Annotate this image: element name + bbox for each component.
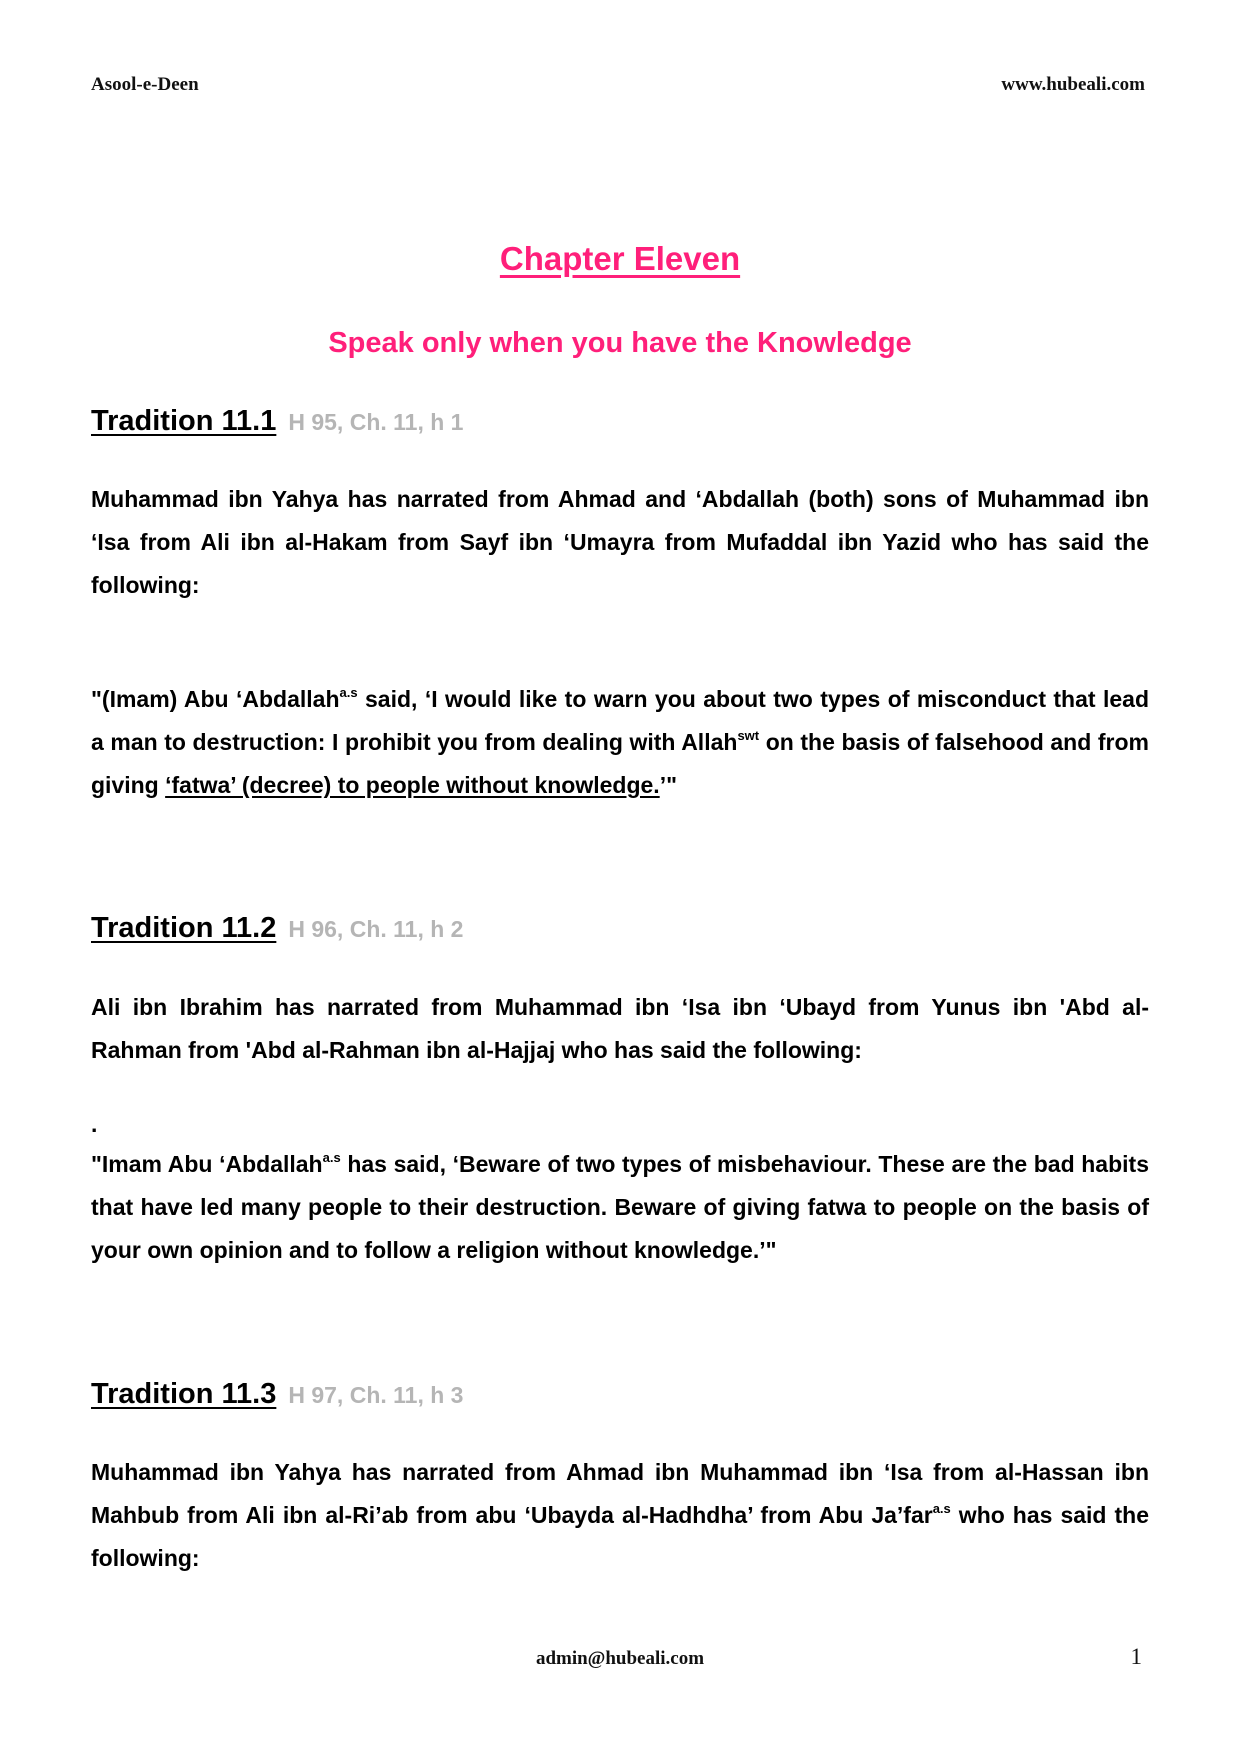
header-website: www.hubeali.com <box>1001 74 1145 95</box>
separator-dot: . <box>91 1111 98 1137</box>
tradition-isnad: Muhammad ibn Yahya has narrated from Ahmad and ‘Abdallah (both) sons of Muhammad ibn ‘Isa from Ali ibn al-Hakam from Sayf ibn ‘Umayra from Mufaddal ibn Yazid who has said the following: <box>91 486 1149 598</box>
tradition-heading <box>91 1378 463 1411</box>
underlined-quote-text: ‘fatwa’ (decree) to people without knowledge. <box>165 772 660 798</box>
quote-text: ’" <box>659 772 677 798</box>
tradition-isnad: Ali ibn Ibrahim has narrated from Muhammad ibn ‘Isa ibn ‘Ubayd from Yunus ibn 'Abd al-Rahman from 'Abd al-Rahman ibn al-Hajjaj who has said the following: <box>91 994 1149 1063</box>
tradition-name: Tradition 11.3 <box>91 1378 277 1410</box>
isnad-text: Muhammad ibn Yahya has narrated from Ahmad ibn Muhammad ibn ‘Isa from al-Hassan ibn Mahbub from Ali ibn al-Ri’ab from abu ‘Ubayda al-Hadhdha’ from Abu Ja’far <box>91 1459 1149 1528</box>
honorific-superscript: swt <box>737 728 760 743</box>
tradition-reference: H 95, Ch. 11, h 1 <box>288 409 464 435</box>
tradition-quote <box>91 678 1149 807</box>
honorific-superscript: a.s <box>339 685 358 700</box>
page-number: 1 <box>1130 1644 1142 1669</box>
tradition-reference: H 96, Ch. 11, h 2 <box>288 916 464 942</box>
quote-text: "(Imam) Abu ‘Abdallah <box>91 686 340 712</box>
tradition-name: Tradition 11.2 <box>91 912 277 944</box>
honorific-superscript: a.s <box>322 1150 341 1165</box>
quote-text: said, ‘I would like to warn you about two types of misconduct that lead a man to destruction: I prohibit you from dealing with Allah <box>91 686 1149 755</box>
tradition-reference: H 97, Ch. 11, h 3 <box>288 1382 464 1408</box>
chapter-title-text: Chapter Eleven <box>499 240 741 277</box>
tradition-heading <box>91 912 463 945</box>
quote-text: on the basis of falsehood and from giving <box>91 729 1149 798</box>
quote-text: "Imam Abu ‘Abdallah <box>91 1151 323 1177</box>
tradition-isnad <box>91 1451 1149 1580</box>
isnad-text: who has said the following: <box>91 1502 1149 1571</box>
quote-text: has said, ‘Beware of two types of misbehaviour. These are the bad habits that have led many people to their destruction. Beware of giving fatwa to people on the basis of your own opinion and to follow a religion without knowledge.’" <box>91 1151 1149 1263</box>
header-book-title: Asool-e-Deen <box>91 74 199 95</box>
chapter-subtitle: Speak only when you have the Knowledge <box>328 327 912 359</box>
honorific-superscript: a.s <box>932 1501 951 1516</box>
tradition-name: Tradition 11.1 <box>91 405 277 437</box>
tradition-heading <box>91 405 463 438</box>
tradition-quote <box>91 1143 1149 1272</box>
chapter-title <box>0 240 1240 278</box>
footer-email: admin@hubeali.com <box>535 1648 705 1669</box>
